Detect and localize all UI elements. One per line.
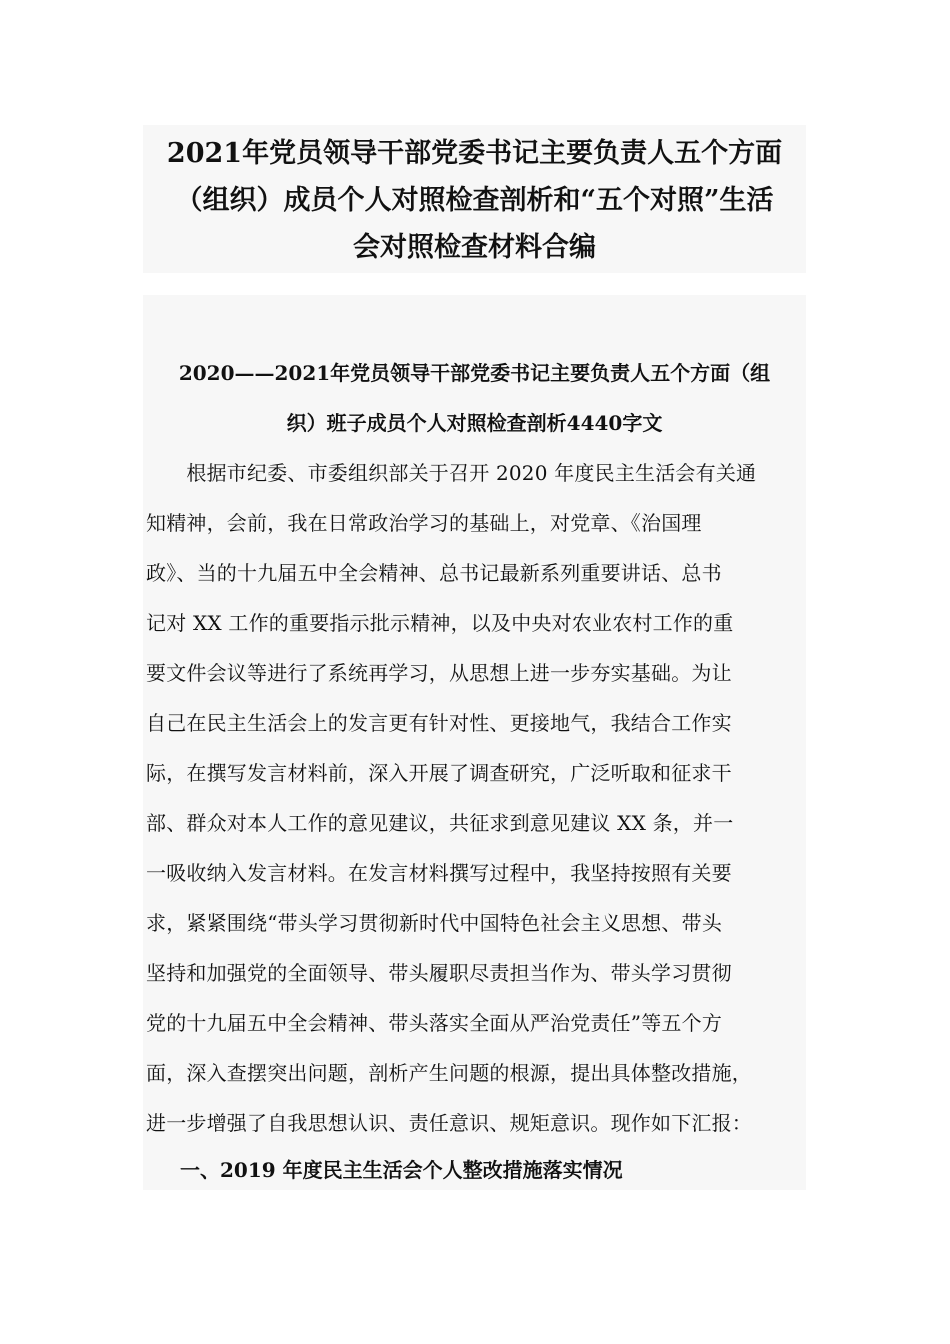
paragraph-line: 一吸收纳入发言材料。在发言材料撰写过程中，我坚持按照有关要: [146, 861, 732, 885]
paragraph-line: 党的十九届五中全会精神、带头落实全面从严治党责任”等五个方: [146, 1011, 723, 1035]
paragraph-line: 求，紧紧围绕“带头学习贯彻新时代中国特色社会主义思想、带头: [146, 911, 723, 935]
paragraph-line: 根据市纪委、市委组织部关于召开 2020 年度民主生活会有关通: [146, 461, 757, 485]
paragraph-line: 记对 XX 工作的重要指示批示精神，以及中央对农业农村工作的重: [146, 611, 734, 635]
section-title-line-1: 2020——2021年党员领导干部党委书记主要负责人五个方面（组: [178, 361, 771, 385]
paragraph-line: 进一步增强了自我思想认识、责任意识、规矩意识。现作如下汇报：: [146, 1111, 752, 1135]
paragraph-line: 政》、当的十九届五中全会精神、总书记最新系列重要讲话、总书: [146, 561, 722, 585]
paragraph-line: 坚持和加强党的全面领导、带头履职尽责担当作为、带头学习贯彻: [146, 961, 732, 985]
document-title-line-1: 2021年党员领导干部党委书记主要负责人五个方面: [166, 138, 783, 169]
paragraph-line: 知精神，会前，我在日常政治学习的基础上，对党章、《治国理: [146, 511, 702, 535]
paragraph-line: 自己在民主生活会上的发言更有针对性、更接地气，我结合工作实: [146, 711, 732, 735]
document-title-line-3: 会对照检查材料合编: [353, 232, 596, 263]
paragraph-line: 面，深入查摆突出问题，剖析产生问题的根源，提出具体整改措施，: [146, 1061, 752, 1085]
paragraph-line: 要文件会议等进行了系统再学习，从思想上进一步夯实基础。为让: [146, 661, 732, 685]
document-title-line-2: （组织）成员个人对照检查剖析和“五个对照”生活: [175, 185, 774, 216]
document-body: [143, 295, 806, 1190]
section-title-line-2: 织）班子成员个人对照检查剖析4440字文: [286, 411, 663, 435]
paragraph-line: 部、群众对本人工作的意见建议，共征求到意见建议 XX 条，并一: [146, 811, 734, 835]
subheading: 一、2019 年度民主生活会个人整改措施落实情况: [180, 1158, 623, 1182]
document-title-block: [143, 125, 806, 273]
paragraph-line: 际，在撰写发言材料前，深入开展了调查研究，广泛听取和征求干: [146, 761, 732, 785]
